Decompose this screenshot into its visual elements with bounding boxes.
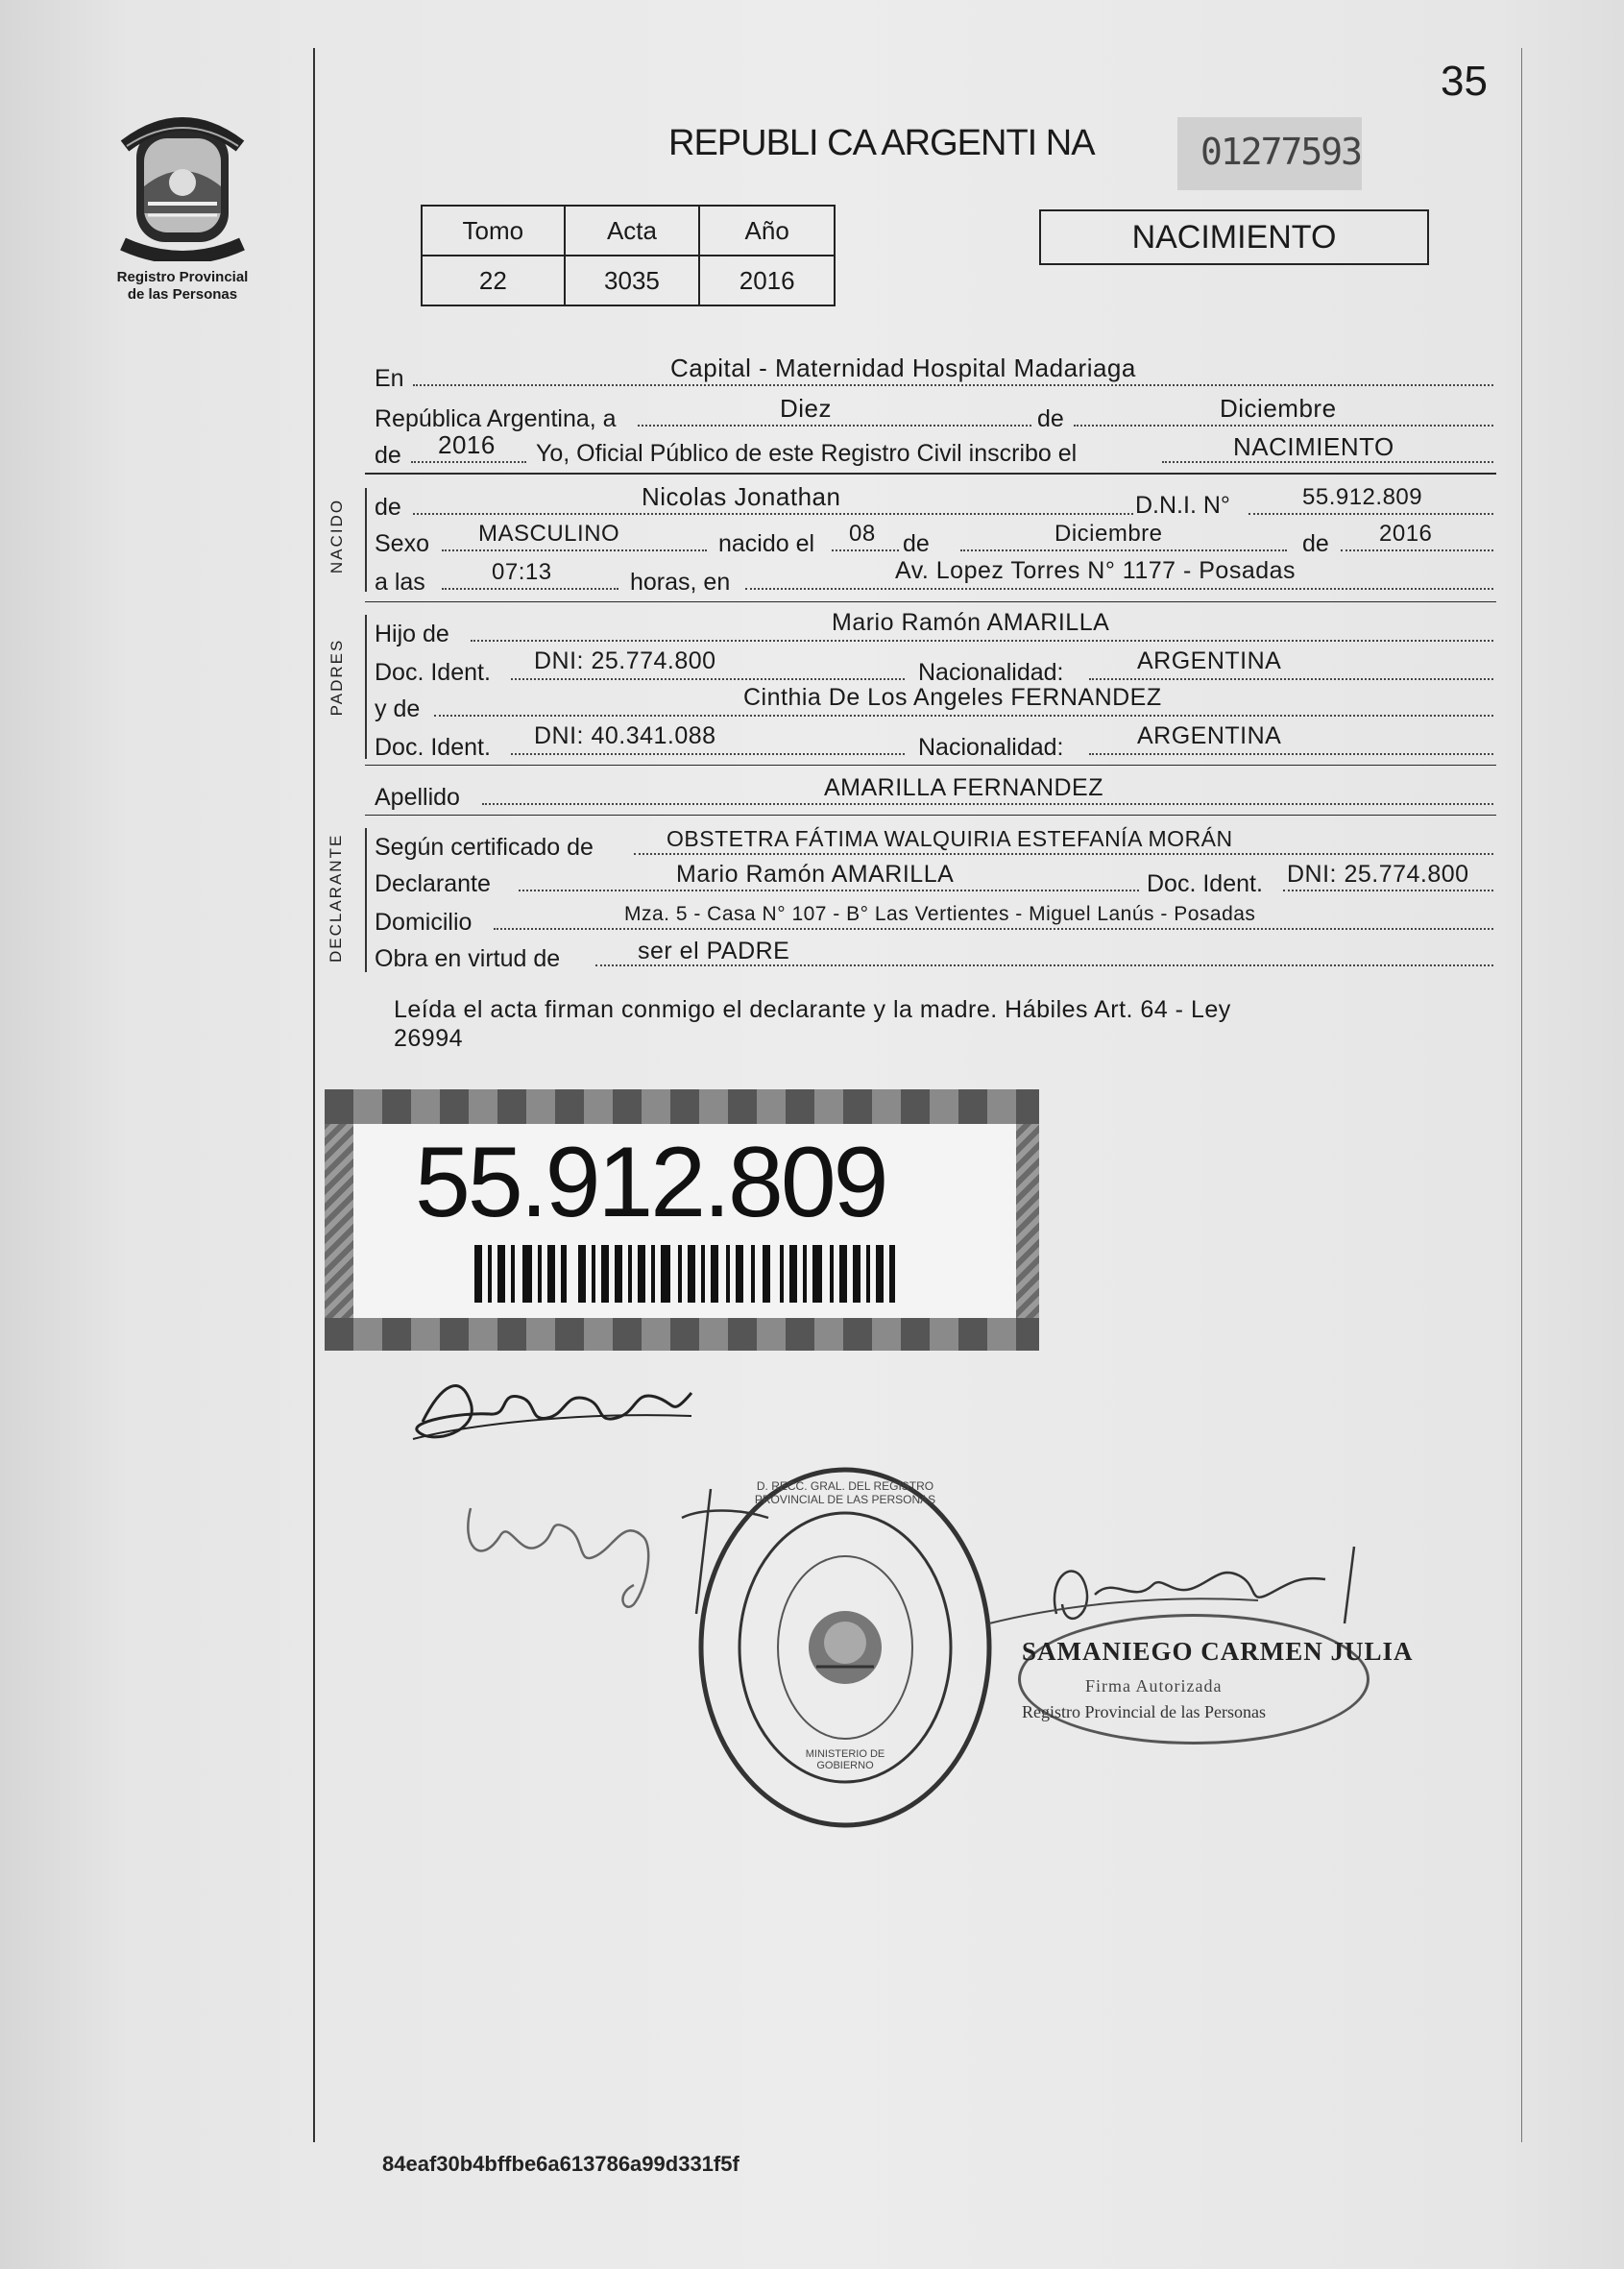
- reading-note-line1: Leída el acta firman conmigo el declarante y la madre. Hábiles Art. 64 - Ley: [394, 996, 1231, 1023]
- official-stamp: [691, 1460, 999, 1835]
- misiones-logo: [106, 108, 259, 261]
- dotted-line: [832, 549, 899, 551]
- stamp-inner-text: MINISTERIO DE GOBIERNO: [805, 1748, 885, 1771]
- dotted-line: [745, 588, 1493, 590]
- section-bar: [365, 488, 367, 592]
- nacido-el-label: nacido el: [718, 530, 815, 557]
- officer-name: SAMANIEGO CARMEN JULIA: [1022, 1637, 1414, 1666]
- logo-caption-line1: Registro Provincial: [116, 269, 249, 285]
- officer-office: Registro Provincial de las Personas: [1022, 1702, 1266, 1721]
- divider: [365, 601, 1496, 602]
- obra-value: ser el PADRE: [638, 938, 790, 964]
- certificado-label: Según certificado de: [375, 834, 594, 861]
- en-label: En: [375, 365, 404, 392]
- birth-day: 08: [849, 521, 876, 547]
- section-bar: [365, 828, 367, 972]
- dotted-line: [482, 803, 1493, 805]
- dotted-line: [960, 549, 1287, 551]
- y-de-label: y de: [375, 695, 421, 722]
- dotted-line: [1089, 753, 1493, 755]
- hijo-de-label: Hijo de: [375, 621, 449, 647]
- mother-nationality-label: Nacionalidad:: [918, 734, 1064, 761]
- serial-number: 01277593: [1200, 131, 1362, 173]
- dotted-line: [1283, 890, 1493, 891]
- dotted-line: [638, 425, 1031, 427]
- a-las-label: a las: [375, 569, 425, 596]
- sexo-label: Sexo: [375, 530, 429, 557]
- sticker-label: [353, 1124, 1016, 1318]
- birth-de-label: de: [903, 530, 930, 557]
- value-acta: 3035: [565, 256, 700, 305]
- stamp-ring-text: D. RECC. GRAL. DEL REGISTRO PROVINCIAL DE LAS PERSONAS: [754, 1479, 936, 1506]
- stamp-seal-icon: [691, 1460, 999, 1835]
- certificate-issuer: OBSTETRA FÁTIMA WALQUIRIA ESTEFANÍA MORÁN: [667, 826, 1233, 851]
- logo-caption-line2: de las Personas: [127, 286, 238, 303]
- dni-label: D.N.I. N°: [1135, 492, 1230, 519]
- dotted-line: [1341, 549, 1493, 551]
- registry-month: Diciembre: [1220, 394, 1337, 423]
- left-margin-line: [313, 48, 315, 2142]
- dotted-line: [413, 384, 1493, 386]
- dotted-line: [434, 715, 1493, 717]
- right-margin-line: [1521, 48, 1522, 2142]
- nacido-de-label: de: [375, 494, 401, 521]
- father-nationality: ARGENTINA: [1137, 647, 1282, 674]
- document-type-box: NACIMIENTO: [1039, 209, 1429, 265]
- sticker-pattern-bottom: [325, 1318, 1039, 1351]
- declarant-doc: DNI: 25.774.800: [1287, 861, 1469, 888]
- declarante-section-label: DECLARANTE: [327, 833, 345, 963]
- registry-place: Capital - Maternidad Hospital Madariaga: [670, 354, 1136, 382]
- horas-label: horas, en: [630, 569, 731, 596]
- child-sex: MASCULINO: [478, 521, 620, 547]
- sticker-number: 55.912.809: [415, 1127, 886, 1238]
- registry-year: 2016: [438, 430, 496, 459]
- father-name: Mario Ramón AMARILLA: [832, 609, 1110, 636]
- dotted-line: [511, 753, 905, 755]
- declarant-address: Mza. 5 - Casa N° 107 - B° Las Vertientes - Miguel Lanús - Posadas: [624, 903, 1256, 925]
- declarant-name: Mario Ramón AMARILLA: [676, 861, 955, 888]
- mother-doc: DNI: 40.341.088: [534, 722, 716, 749]
- dotted-line: [1248, 513, 1493, 515]
- serial-box: [1177, 117, 1362, 190]
- declarant-doc-label: Doc. Ident.: [1147, 870, 1263, 897]
- declarante-label: Declarante: [375, 870, 491, 897]
- acta-table: [421, 205, 836, 306]
- divider: [365, 473, 1496, 475]
- dotted-line: [1089, 678, 1493, 680]
- dotted-line: [411, 461, 526, 463]
- reading-note: [394, 995, 1231, 1053]
- country-title: REPUBLI CA ARGENTI NA: [668, 123, 1095, 163]
- child-name: Nicolas Jonathan: [642, 482, 841, 511]
- birth-de-label-2: de: [1302, 530, 1329, 557]
- logo-caption: [96, 269, 269, 304]
- header-acta: Acta: [565, 206, 700, 256]
- de-label-2: de: [375, 442, 401, 469]
- sticker-pattern-top: [325, 1089, 1039, 1124]
- mother-nationality: ARGENTINA: [1137, 722, 1282, 749]
- dotted-line: [442, 549, 707, 551]
- nacido-section-label: NACIDO: [327, 498, 346, 574]
- father-doc: DNI: 25.774.800: [534, 647, 716, 674]
- dni-sticker: [325, 1089, 1039, 1351]
- dotted-line: [1074, 425, 1493, 427]
- domicilio-label: Domicilio: [375, 909, 473, 936]
- officer-role: Firma Autorizada: [1085, 1676, 1223, 1696]
- page-number: 35: [1441, 58, 1488, 105]
- divider: [365, 815, 1496, 816]
- barcode-icon: [474, 1245, 897, 1303]
- de-label: de: [1037, 405, 1064, 432]
- republica-label: República Argentina, a: [375, 405, 617, 432]
- dotted-line: [494, 928, 1493, 930]
- birth-month: Diciembre: [1054, 521, 1163, 547]
- section-bar: [365, 615, 367, 759]
- father-nationality-label: Nacionalidad:: [918, 659, 1064, 686]
- child-dni: 55.912.809: [1302, 484, 1423, 510]
- province-emblem-icon: [106, 108, 259, 261]
- padres-section-label: PADRES: [327, 638, 346, 717]
- father-doc-label: Doc. Ident.: [375, 659, 491, 686]
- header-anio: Año: [699, 206, 835, 256]
- divider: [365, 765, 1496, 766]
- registry-statement: Yo, Oficial Público de este Registro Civil inscribo el: [536, 440, 1078, 467]
- registry-day: Diez: [780, 394, 833, 423]
- document-hash: 84eaf30b4bffbe6a613786a99d331f5f: [382, 2152, 739, 2176]
- mother-doc-label: Doc. Ident.: [375, 734, 491, 761]
- apellido-value: AMARILLA FERNANDEZ: [824, 774, 1104, 801]
- apellido-label: Apellido: [375, 784, 460, 811]
- header-tomo: Tomo: [422, 206, 565, 256]
- dotted-line: [471, 640, 1493, 642]
- registry-event: NACIMIENTO: [1233, 432, 1394, 461]
- acta-table-header-row: [422, 206, 835, 256]
- declarant-signature: [403, 1354, 711, 1460]
- birth-time: 07:13: [492, 559, 552, 585]
- obra-label: Obra en virtud de: [375, 945, 561, 972]
- dotted-line: [519, 890, 1139, 891]
- reading-note-line2: 26994: [394, 1025, 464, 1052]
- acta-table-value-row: [422, 256, 835, 305]
- dotted-line: [442, 588, 618, 590]
- value-tomo: 22: [422, 256, 565, 305]
- birth-place: Av. Lopez Torres N° 1177 - Posadas: [895, 557, 1297, 584]
- dotted-line: [634, 853, 1493, 855]
- mother-name: Cinthia De Los Angeles FERNANDEZ: [743, 684, 1162, 711]
- birth-year: 2016: [1379, 521, 1433, 547]
- dotted-line: [413, 513, 1133, 515]
- value-anio: 2016: [699, 256, 835, 305]
- dotted-line: [511, 678, 905, 680]
